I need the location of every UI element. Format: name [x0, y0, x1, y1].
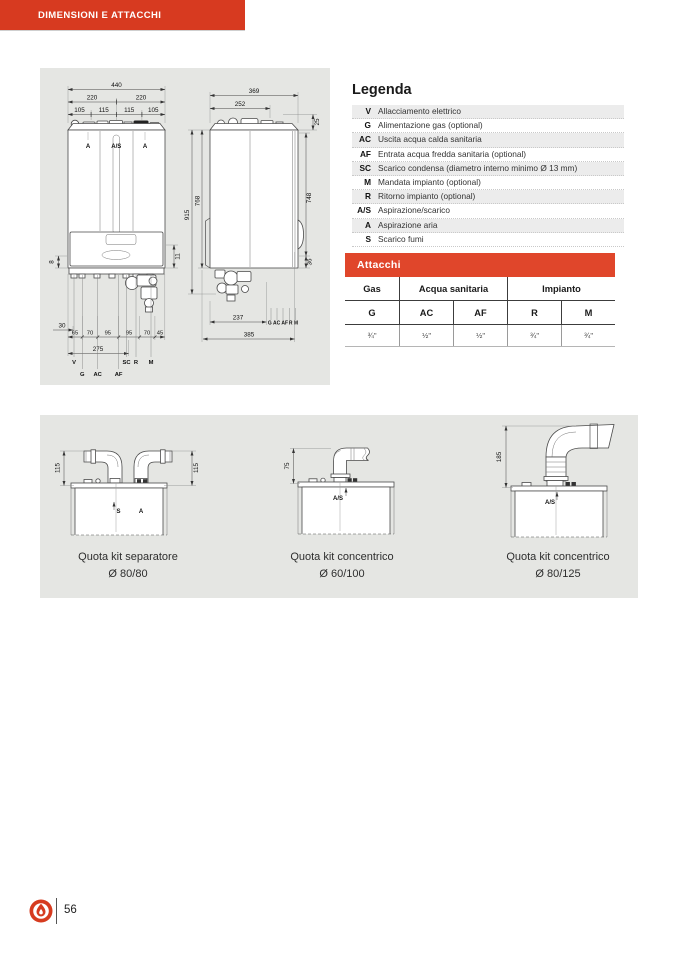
connection-label: M [148, 360, 154, 366]
page-header-title: DIMENSIONI E ATTACCHI [0, 0, 245, 30]
legend-code: S [365, 233, 371, 244]
footer-divider [56, 898, 57, 924]
column-header: M [561, 301, 615, 324]
side-view [184, 88, 321, 342]
dim-label: 237 [232, 314, 244, 322]
dim-label: 915 [184, 209, 191, 221]
table-value-row [345, 325, 615, 347]
table-value: ¾" [561, 325, 615, 346]
legend-row [352, 133, 624, 147]
legend-rows [352, 105, 624, 247]
port-label: A [142, 144, 148, 150]
legend-desc: Scarico condensa (diametro interno minimo Ø 13 mm) [378, 162, 578, 173]
legend-code: SC [359, 162, 371, 173]
legend-title: Legenda [352, 82, 412, 98]
kit-caption-line2: Ø 80/80 [108, 567, 148, 580]
brand-flame-logo-icon [29, 899, 53, 923]
dim-label: 115 [193, 462, 200, 474]
front-view [49, 82, 182, 378]
legend-code: A/S [357, 205, 371, 216]
dim-label: 95 [125, 330, 133, 337]
valve-assembly [126, 275, 158, 312]
dim-label: 105 [148, 107, 159, 114]
dim-label: 70 [86, 330, 94, 337]
group-header-acqua-sanitaria: Acqua sanitaria [399, 277, 507, 300]
table-value: ½" [453, 325, 507, 346]
kit-caption-line1: Quota kit concentrico [506, 551, 610, 563]
legend-code: A [365, 219, 371, 230]
legend-desc: Ritorno impianto (optional) [378, 191, 476, 202]
legend-desc: Aspirazione aria [378, 219, 438, 230]
legend-code: G [364, 120, 371, 131]
table-value: ¾" [367, 331, 377, 340]
connection-label: AF [114, 372, 123, 378]
dim-label: 25 [314, 118, 321, 126]
legend-desc: Allacciamento elettrico [378, 106, 462, 116]
table-value: ½" [399, 325, 453, 346]
legend-row [352, 162, 624, 176]
connection-label: G [80, 372, 85, 378]
column-header: AC [399, 301, 453, 324]
port-label: A/S [544, 500, 556, 506]
connection-label: AC [93, 372, 102, 378]
legend-row [352, 119, 624, 133]
table-column-header-row [345, 301, 615, 325]
connection-label: V [72, 360, 76, 366]
port-label: S [116, 509, 121, 515]
dim-label: 11 [174, 253, 182, 260]
dim-label: 95 [104, 330, 112, 337]
legend-code: R [365, 191, 371, 202]
dim-label: 115 [54, 462, 62, 474]
dim-label: 30 [58, 322, 66, 330]
legend-row [352, 219, 624, 233]
kit-caption-concentrico-80-125 [478, 549, 638, 582]
connections-table [345, 253, 615, 347]
dim-label: 105 [74, 107, 85, 114]
connection-label: R [133, 360, 139, 366]
dim-label: 748 [306, 192, 313, 204]
kit-caption-line1: Quota kit concentrico [290, 551, 394, 563]
dim-label: 220 [135, 94, 147, 102]
legend-row [352, 190, 624, 204]
page-number: 56 [64, 904, 77, 916]
port-label: A/S [332, 496, 344, 502]
legend-code: AF [359, 148, 371, 159]
dim-label: 220 [86, 94, 98, 102]
legend-row [352, 148, 624, 162]
column-header: R [507, 301, 561, 324]
port-label: A [138, 509, 144, 515]
dim-label: 65 [71, 330, 79, 337]
connections-table-title: Attacchi [345, 253, 615, 277]
kit-concentrico-80-125 [496, 424, 614, 537]
legend-desc: Entrata acqua fredda sanitaria (optional) [378, 148, 527, 159]
connection-label: G AC AF [267, 320, 289, 327]
valve-assembly-side [215, 270, 251, 301]
kit-concentrico-60-100 [284, 448, 394, 534]
kit-caption-line2: Ø 80/125 [535, 567, 581, 580]
dim-label: 36 [306, 258, 314, 266]
kit-caption-separatore [48, 549, 208, 582]
dim-label: 252 [234, 101, 246, 108]
legend-desc: Mandata impianto (optional) [378, 177, 481, 188]
legend [352, 82, 624, 247]
legend-desc: Uscita acqua calda sanitaria [378, 134, 482, 145]
door-handle [298, 220, 304, 249]
dim-label: 45 [156, 330, 164, 337]
legend-row [352, 105, 624, 119]
legend-row [352, 233, 624, 247]
dimensions-drawing-panel [40, 68, 330, 385]
boiler-dimension-drawing [40, 68, 330, 385]
group-header-gas: Gas [363, 284, 381, 294]
dim-label: 369 [248, 88, 260, 95]
legend-desc: Aspirazione/scarico [378, 205, 450, 216]
legend-code: V [365, 106, 371, 116]
column-header: G [368, 308, 376, 318]
legend-desc: Scarico fumi [378, 233, 424, 244]
dim-label: 75 [284, 462, 291, 470]
dim-label: 70 [143, 330, 151, 337]
legend-row [352, 176, 624, 190]
port-label: A/S [111, 144, 122, 150]
dim-label: 385 [243, 331, 255, 339]
kit-caption-line1: Quota kit separatore [78, 551, 178, 563]
kit-separatore-80-80 [55, 450, 201, 535]
group-header-impianto: Impianto [507, 277, 615, 300]
column-header: AF [453, 301, 507, 324]
dim-label: 275 [92, 346, 104, 353]
legend-code: M [364, 177, 371, 188]
legend-row [352, 204, 624, 218]
connection-label: R M [288, 320, 299, 327]
dim-label: 115 [124, 107, 135, 114]
kit-caption-line2: Ø 60/100 [319, 567, 365, 580]
table-value: ¾" [507, 325, 561, 346]
legend-code: AC [359, 134, 371, 145]
kit-caption-concentrico-60-100 [262, 549, 422, 582]
dim-label: 768 [194, 195, 202, 207]
dim-label: 8 [48, 260, 56, 264]
legend-desc: Alimentazione gas (optional) [378, 120, 483, 131]
dim-label: 115 [98, 107, 109, 114]
dim-label: 185 [496, 451, 503, 463]
port-label: A [85, 144, 91, 150]
table-group-header-row [345, 277, 615, 301]
dim-label: 440 [111, 82, 122, 89]
connection-label: SC [122, 360, 131, 366]
